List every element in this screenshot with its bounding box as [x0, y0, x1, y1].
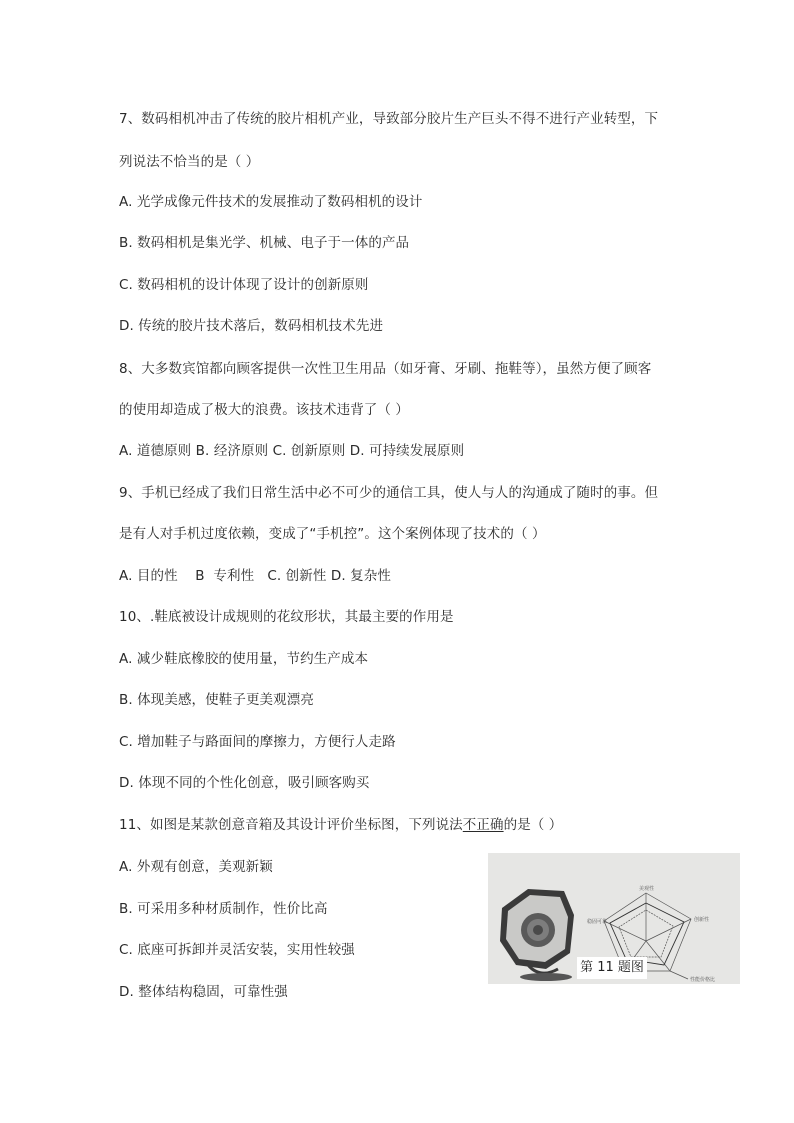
radar-label-price-performance: 性能价格比 — [690, 977, 716, 983]
radar-label-aesthetics: 美观性 — [639, 886, 655, 892]
q9-stem-line1: 9、手机已经成了我们日常生活中必不可少的通信工具，使人与人的沟通成了随时的事。但 — [119, 485, 659, 501]
q7-stem-line2: 列说法不恰当的是（ ） — [119, 154, 260, 170]
q8-stem-line1: 8、大多数宾馆都向顾客提供一次性卫生用品（如牙膏、牙刷、拖鞋等），虽然方便了顾客 — [119, 361, 652, 377]
radar-label-stability: 稳固可靠 — [587, 919, 608, 925]
q11-option-d: D. 整体结构稳固，可靠性强 — [119, 984, 288, 1000]
q11-option-c: C. 底座可拆卸并灵活安装，实用性较强 — [119, 942, 355, 958]
q11-stem — [119, 816, 562, 834]
q8-options: A. 道德原则 B. 经济原则 C. 创新原则 D. 可持续发展原则 — [119, 443, 465, 459]
q7-option-c: C. 数码相机的设计体现了设计的创新原则 — [119, 277, 369, 293]
figure-caption: 第 11 题图 — [577, 957, 647, 979]
q11-option-a: A. 外观有创意，美观新颖 — [119, 859, 273, 875]
q10-stem: 10、.鞋底被设计成规则的花纹形状，其最主要的作用是 — [119, 609, 454, 625]
q7-option-d: D. 传统的胶片技术落后，数码相机技术先进 — [119, 318, 384, 334]
q7-option-b: B. 数码相机是集光学、机械、电子于一体的产品 — [119, 235, 410, 251]
speaker-image — [500, 889, 574, 981]
radar-label-innovation: 创新性 — [694, 917, 710, 923]
q11-stem-part1: 11、如图是某款创意音箱及其设计评价坐标图，下列说法 — [119, 817, 463, 833]
q9-options: A. 目的性 B 专利性 C. 创新性 D. 复杂性 — [119, 568, 391, 584]
q11-stem-part2: 的是（ ） — [503, 817, 563, 833]
q11-stem-underlined: 不正确 — [462, 817, 504, 833]
q10-option-d: D. 体现不同的个性化创意，吸引顾客购买 — [119, 775, 370, 791]
q7-stem-line1: 7、数码相机冲击了传统的胶片相机产业，导致部分胶片生产巨头不得不进行产业转型，下 — [119, 111, 659, 127]
q11-figure — [488, 853, 740, 984]
q10-option-b: B. 体现美感，使鞋子更美观漂亮 — [119, 692, 314, 708]
q11-option-b: B. 可采用多种材质制作，性价比高 — [119, 901, 328, 917]
q9-stem-line2: 是有人对手机过度依赖，变成了“手机控”。这个案例体现了技术的（ ） — [119, 526, 546, 542]
q10-option-a: A. 减少鞋底橡胶的使用量，节约生产成本 — [119, 651, 369, 667]
q7-option-a: A. 光学成像元件技术的发展推动了数码相机的设计 — [119, 194, 423, 210]
q8-stem-line2: 的使用却造成了极大的浪费。该技术违背了（ ） — [119, 402, 409, 418]
q10-option-c: C. 增加鞋子与路面间的摩擦力，方便行人走路 — [119, 734, 396, 750]
